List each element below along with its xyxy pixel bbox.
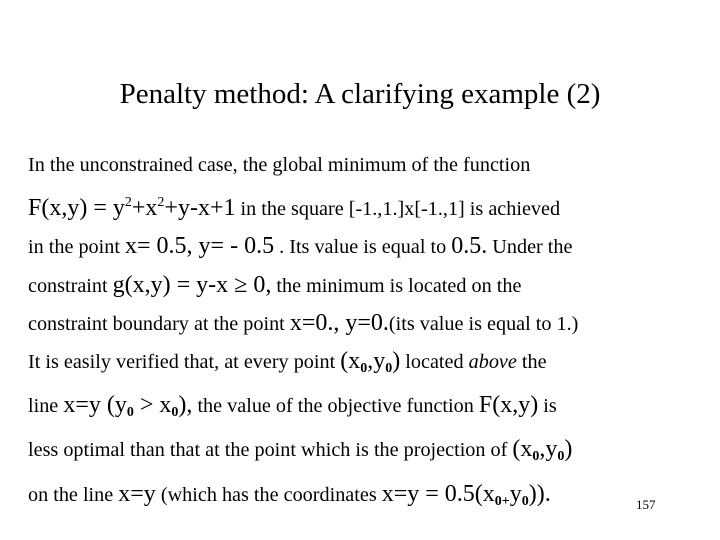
text-run: in the square [-1.,1.]x[-1.,1] is achieved (235, 198, 561, 221)
text-run: > x (133, 392, 172, 419)
text-run: (x (512, 436, 533, 463)
text-run: y (509, 480, 522, 507)
text-run: in the point (28, 236, 126, 259)
text-run: ) (564, 436, 573, 463)
body-line (28, 228, 700, 266)
text-run: x=y (118, 480, 156, 507)
text-run: F(x,y) = y (28, 195, 125, 222)
text-run: +y-x+1 (164, 195, 236, 222)
text-run: )). (528, 480, 551, 507)
body-line (28, 267, 700, 305)
text-run: 0 (171, 405, 179, 421)
text-run: g(x,y) = y-x ≥ 0, (112, 271, 272, 298)
text-run: It is easily verified that, at every point (28, 351, 341, 374)
slide-title: Penalty method: A clarifying example (2) (119, 78, 601, 110)
text-run: above (468, 351, 517, 374)
text-run: ,y (367, 348, 386, 375)
body-line (28, 343, 700, 387)
text-run: constraint boundary at the point (28, 312, 290, 335)
slide-body (28, 147, 700, 520)
text-run: In the unconstrained case, the global minimum of the function (28, 154, 531, 176)
body-line (28, 476, 700, 520)
text-run: x=y (y (63, 392, 127, 419)
text-run: 0 (126, 405, 134, 421)
text-run: F(x,y) (478, 392, 539, 419)
text-run: the (516, 351, 547, 374)
body-line (28, 387, 700, 431)
text-run: ) (392, 348, 401, 375)
page-number: 157 (636, 497, 656, 512)
text-run: (x (340, 348, 361, 375)
text-run: 2 (124, 195, 132, 211)
text-run: on the line (28, 483, 119, 506)
text-run: line (28, 395, 64, 418)
text-run: x= 0.5, y= - 0.5 (125, 233, 275, 260)
text-run: 0 (360, 361, 368, 377)
text-run: x=0., y=0. (289, 309, 389, 336)
text-run: constraint (28, 274, 113, 297)
body-line (28, 147, 700, 184)
text-run: +x (131, 195, 158, 222)
text-run: 0 (557, 449, 565, 465)
text-run: 0.5. (451, 233, 488, 260)
text-run: 0+ (494, 493, 510, 509)
body-line (28, 184, 700, 228)
text-run: Under the (487, 236, 573, 259)
text-run: is (538, 395, 557, 418)
text-run: 0 (385, 361, 393, 377)
text-run: 2 (157, 195, 165, 211)
body-line (28, 305, 700, 343)
text-run: ), (178, 392, 193, 419)
text-run: 0 (521, 493, 529, 509)
text-run: the value of the objective function (192, 395, 479, 418)
text-run: (its value is equal to 1.) (388, 312, 579, 335)
text-run: the minimum is located on the (271, 274, 522, 297)
text-run: . Its value is equal to (274, 236, 452, 259)
text-run: x=y = 0.5(x (381, 480, 495, 507)
text-run: located (400, 351, 469, 374)
body-line (28, 431, 700, 475)
text-run: ,y (539, 436, 558, 463)
text-run: less optimal than that at the point which is the projection of (28, 439, 513, 462)
text-run: 0 (532, 449, 540, 465)
text-run: (which has the coordinates (155, 483, 382, 506)
